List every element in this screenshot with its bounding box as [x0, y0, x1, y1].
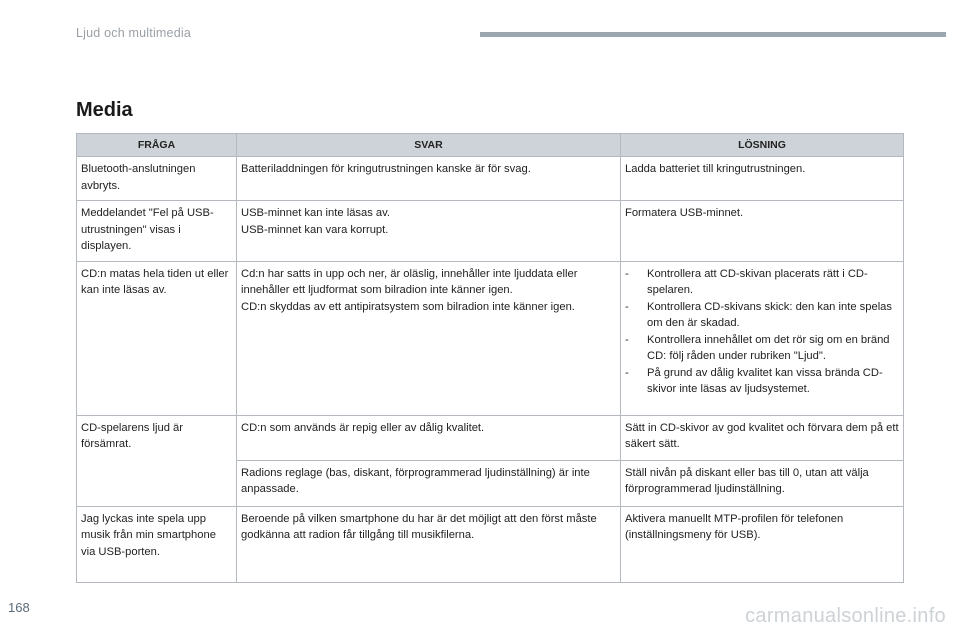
solution-item: - Kontrollera innehållet om det rör sig om en bränd CD: följ råden under rubriken "Ljud".	[625, 332, 899, 365]
column-header-question: FRÅGA	[77, 134, 237, 157]
question-cell: CD:n matas hela tiden ut eller kan inte läsas av.	[77, 261, 237, 415]
solution-item: - På grund av dålig kvalitet kan vissa brända CD-skivor inte läsas av ljudsystemet.	[625, 365, 899, 398]
troubleshooting-table	[76, 133, 904, 583]
section-header: Ljud och multimedia	[76, 26, 191, 40]
question-cell: Jag lyckas inte spela upp musik från min smartphone via USB-porten.	[77, 506, 237, 582]
solution-cell	[621, 261, 904, 415]
answer-cell	[237, 261, 621, 415]
column-header-answer: SVAR	[237, 134, 621, 157]
solution-item: - Kontrollera CD-skivans skick: den kan inte spelas om den är skadad.	[625, 299, 899, 332]
question-cell: Bluetooth-anslutningen avbryts.	[77, 157, 237, 201]
table-row	[77, 506, 904, 582]
solution-list	[625, 266, 899, 398]
answer-cell: Radions reglage (bas, diskant, förprogrammerad ljudinställning) är inte anpassade.	[237, 460, 621, 506]
solution-item: - Kontrollera att CD-skivan placerats rätt i CD-spelaren.	[625, 266, 899, 299]
answer-line: CD:n skyddas av ett antipiratsystem som bilradion inte känner igen.	[241, 300, 575, 313]
table-header-row	[77, 134, 904, 157]
page-number: 168	[8, 600, 30, 615]
solution-cell: Formatera USB-minnet.	[621, 201, 904, 262]
answer-cell: Batteriladdningen för kringutrustningen kanske är för svag.	[237, 157, 621, 201]
answer-cell: CD:n som används är repig eller av dålig kvalitet.	[237, 415, 621, 460]
answer-line: USB-minnet kan inte läsas av.	[241, 207, 391, 219]
question-cell: CD-spelarens ljud är försämrat.	[77, 415, 237, 506]
page-title: Media	[76, 99, 133, 121]
header-rule	[480, 32, 946, 37]
table-row	[77, 415, 904, 460]
answer-line: Cd:n har satts in upp och ner, är oläslig, innehåller inte ljuddata eller innehåller ett ljudformat som bilradion inte känner igen.	[241, 267, 578, 296]
watermark: carmanualsonline.info	[745, 605, 946, 627]
solution-cell: Ladda batteriet till kringutrustningen.	[621, 157, 904, 201]
solution-cell: Sätt in CD-skivor av god kvalitet och förvara dem på ett säkert sätt.	[621, 415, 904, 460]
question-cell: Meddelandet "Fel på USB-utrustningen" visas i displayen.	[77, 201, 237, 262]
answer-line: USB-minnet kan vara korrupt.	[241, 223, 389, 236]
column-header-solution: LÖSNING	[621, 134, 904, 157]
answer-cell: Beroende på vilken smartphone du har är det möjligt att den först måste godkänna att radion får tillgång till musikfilerna.	[237, 506, 621, 582]
table-row	[77, 201, 904, 262]
answer-cell	[237, 201, 621, 262]
solution-cell: Aktivera manuellt MTP-profilen för telefonen (inställningsmeny för USB).	[621, 506, 904, 582]
table-row	[77, 261, 904, 415]
solution-cell: Ställ nivån på diskant eller bas till 0, utan att välja förprogrammerad ljudinställning.	[621, 460, 904, 506]
table-row	[77, 157, 904, 201]
